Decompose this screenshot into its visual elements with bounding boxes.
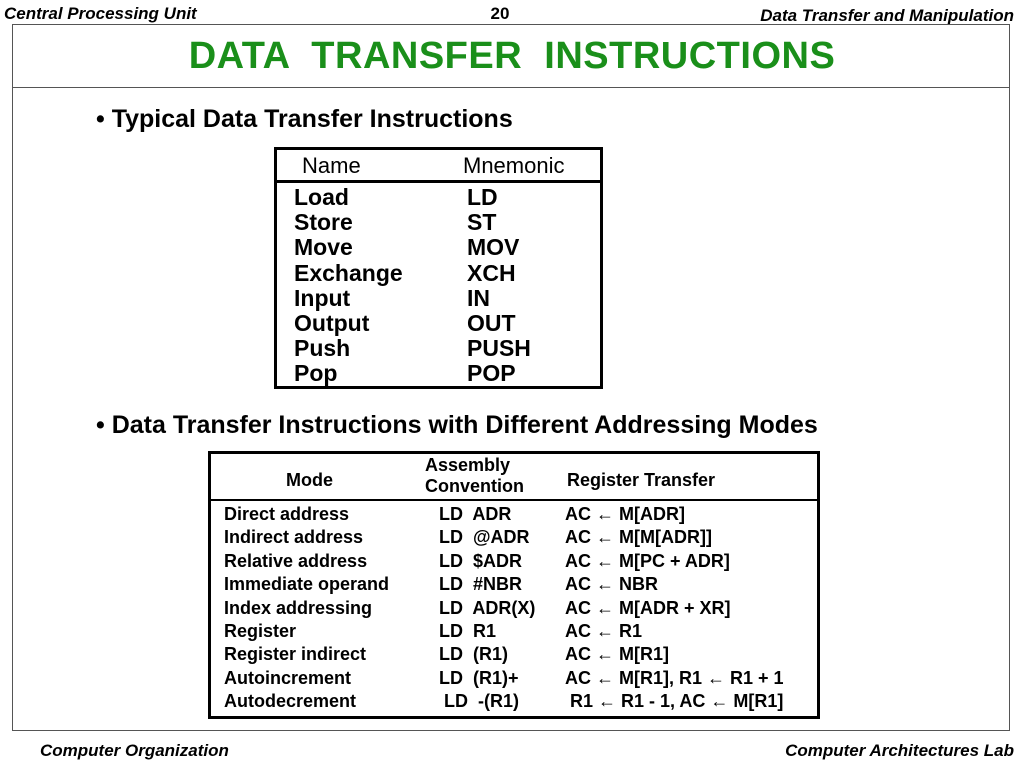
assembly-convention: LD @ADR	[439, 527, 530, 548]
table-row	[211, 620, 817, 643]
instruction-mnemonic: PUSH	[467, 335, 531, 362]
addressing-mode: Indirect address	[224, 527, 364, 548]
table-row	[211, 573, 817, 596]
table-row	[277, 336, 600, 361]
instruction-mnemonic: IN	[467, 284, 490, 311]
header-course-topic: Central Processing Unit	[4, 4, 197, 23]
assembly-convention: LD (R1)+	[439, 667, 519, 688]
instruction-name: Input	[294, 284, 351, 311]
table-row	[277, 235, 600, 260]
instruction-mnemonic: XCH	[467, 259, 516, 286]
register-transfer: AC ← M[ADR + XR]	[565, 597, 731, 618]
register-transfer: AC ← M[M[ADR]]	[565, 527, 712, 548]
instruction-mnemonic: MOV	[467, 234, 520, 261]
column-header-name: Name	[302, 153, 361, 178]
register-transfer: AC ← M[PC + ADR]	[565, 550, 730, 571]
header-section-topic: Data Transfer and Manipulation	[760, 6, 1014, 25]
instruction-name: Push	[294, 335, 351, 362]
instruction-mnemonic: POP	[467, 360, 516, 387]
register-transfer: AC ← R1	[565, 620, 643, 641]
footer-lab: Computer Architectures Lab	[785, 741, 1014, 760]
table-body	[211, 503, 817, 714]
table-row	[277, 210, 600, 235]
table-row	[211, 503, 817, 526]
addressing-mode: Autoincrement	[224, 667, 352, 688]
column-header-mode: Mode	[286, 470, 333, 490]
table-row	[211, 643, 817, 666]
bullet-typical-instructions: • Typical Data Transfer Instructions	[96, 105, 513, 133]
table-row	[211, 667, 817, 690]
table-row	[211, 526, 817, 549]
typical-instructions-table	[274, 147, 603, 389]
instruction-name: Move	[294, 234, 353, 261]
slide-title: DATA TRANSFER INSTRUCTIONS	[188, 35, 836, 77]
column-header-mnemonic: Mnemonic	[463, 153, 565, 178]
addressing-mode: Index addressing	[224, 597, 373, 618]
instruction-name: Load	[294, 184, 349, 210]
table-row	[277, 185, 600, 210]
addressing-modes-table	[208, 451, 820, 719]
table-row	[277, 261, 600, 286]
register-transfer: AC ← M[R1], R1 ← R1 + 1	[565, 667, 784, 688]
page-number: 20	[490, 4, 510, 23]
assembly-convention: LD R1	[439, 620, 497, 641]
bullet-addressing-modes: • Data Transfer Instructions with Different Addressing Modes	[96, 411, 818, 439]
assembly-convention: LD #NBR	[439, 574, 523, 595]
table-row	[211, 550, 817, 573]
table-header	[211, 454, 817, 501]
column-header-register-transfer: Register Transfer	[567, 470, 716, 490]
footer-course: Computer Organization	[40, 741, 229, 760]
assembly-convention: LD ADR(X)	[439, 597, 536, 618]
instruction-name: Output	[294, 309, 370, 336]
assembly-convention: LD -(R1)	[439, 691, 519, 712]
column-header-assembly-line2: Convention	[425, 476, 524, 496]
table-row	[277, 311, 600, 336]
table-header	[277, 150, 600, 183]
addressing-mode: Autodecrement	[224, 691, 357, 712]
assembly-convention: LD $ADR	[439, 550, 523, 571]
register-transfer: AC ← M[R1]	[565, 644, 669, 665]
instruction-name: Exchange	[294, 259, 403, 286]
instruction-mnemonic: ST	[467, 209, 497, 236]
register-transfer: AC ← NBR	[565, 574, 658, 595]
addressing-mode: Register indirect	[224, 644, 367, 665]
assembly-convention: LD ADR	[439, 504, 512, 524]
table-row	[277, 361, 600, 386]
addressing-mode: Relative address	[224, 550, 368, 571]
instruction-name: Pop	[294, 360, 338, 387]
instruction-mnemonic: LD	[467, 184, 498, 210]
addressing-mode: Immediate operand	[224, 574, 390, 595]
register-transfer: AC ← M[ADR]	[565, 504, 685, 524]
column-header-assembly-line1: Assembly	[425, 455, 511, 475]
addressing-mode: Register	[224, 620, 297, 641]
assembly-convention: LD (R1)	[439, 644, 508, 665]
table-row	[211, 690, 817, 713]
table-body	[277, 185, 600, 387]
table-row	[277, 286, 600, 311]
addressing-mode: Direct address	[224, 504, 350, 524]
instruction-name: Store	[294, 209, 353, 236]
table-row	[211, 597, 817, 620]
instruction-mnemonic: OUT	[467, 309, 516, 336]
column-header-assembly-convention	[425, 455, 524, 497]
register-transfer: R1 ← R1 - 1, AC ← M[R1]	[565, 691, 784, 712]
